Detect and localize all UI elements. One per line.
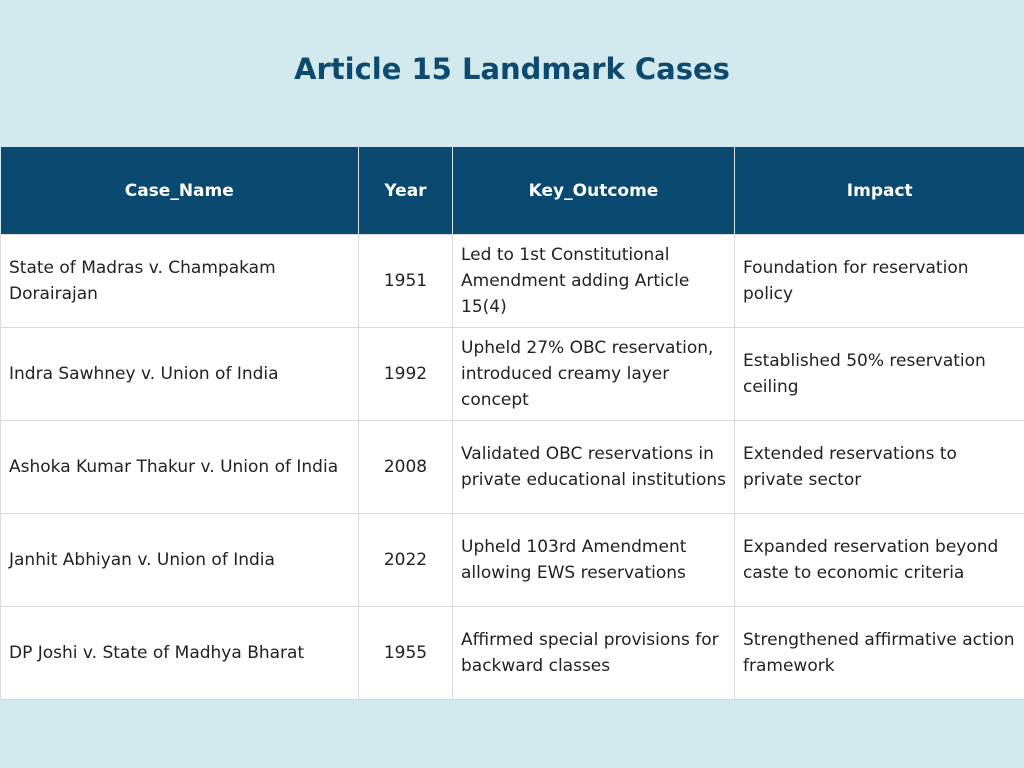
cell-year: 1951 bbox=[359, 235, 453, 328]
table-row bbox=[1, 421, 1024, 514]
cell-year: 2008 bbox=[359, 421, 453, 514]
page-title: Article 15 Landmark Cases bbox=[294, 52, 730, 86]
cell-case-name: Ashoka Kumar Thakur v. Union of India bbox=[1, 421, 359, 514]
cell-impact: Established 50% reservation ceiling bbox=[735, 328, 1024, 421]
cell-key-outcome: Validated OBC reservations in private educational institutions bbox=[453, 421, 735, 514]
cell-key-outcome: Upheld 103rd Amendment allowing EWS reservations bbox=[453, 514, 735, 607]
table-row bbox=[1, 235, 1024, 328]
cell-case-name: Indra Sawhney v. Union of India bbox=[1, 328, 359, 421]
cell-impact: Expanded reservation beyond caste to economic criteria bbox=[735, 514, 1024, 607]
cell-year: 1955 bbox=[359, 607, 453, 700]
header-case-name: Case_Name bbox=[1, 147, 359, 235]
cell-key-outcome: Led to 1st Constitutional Amendment adding Article 15(4) bbox=[453, 235, 735, 328]
cell-key-outcome: Upheld 27% OBC reservation, introduced creamy layer concept bbox=[453, 328, 735, 421]
cell-case-name: Janhit Abhiyan v. Union of India bbox=[1, 514, 359, 607]
cell-case-name: DP Joshi v. State of Madhya Bharat bbox=[1, 607, 359, 700]
cell-impact: Extended reservations to private sector bbox=[735, 421, 1024, 514]
cell-impact: Foundation for reservation policy bbox=[735, 235, 1024, 328]
header-year: Year bbox=[359, 147, 453, 235]
cell-key-outcome: Affirmed special provisions for backward classes bbox=[453, 607, 735, 700]
cell-year: 2022 bbox=[359, 514, 453, 607]
table-header-row bbox=[1, 147, 1024, 235]
header-key-outcome: Key_Outcome bbox=[453, 147, 735, 235]
cell-case-name: State of Madras v. Champakam Dorairajan bbox=[1, 235, 359, 328]
cell-year: 1992 bbox=[359, 328, 453, 421]
table-row bbox=[1, 514, 1024, 607]
table-row bbox=[1, 607, 1024, 700]
cell-impact: Strengthened affirmative action framework bbox=[735, 607, 1024, 700]
header-impact: Impact bbox=[735, 147, 1024, 235]
table-row bbox=[1, 328, 1024, 421]
cases-table bbox=[0, 147, 1024, 700]
